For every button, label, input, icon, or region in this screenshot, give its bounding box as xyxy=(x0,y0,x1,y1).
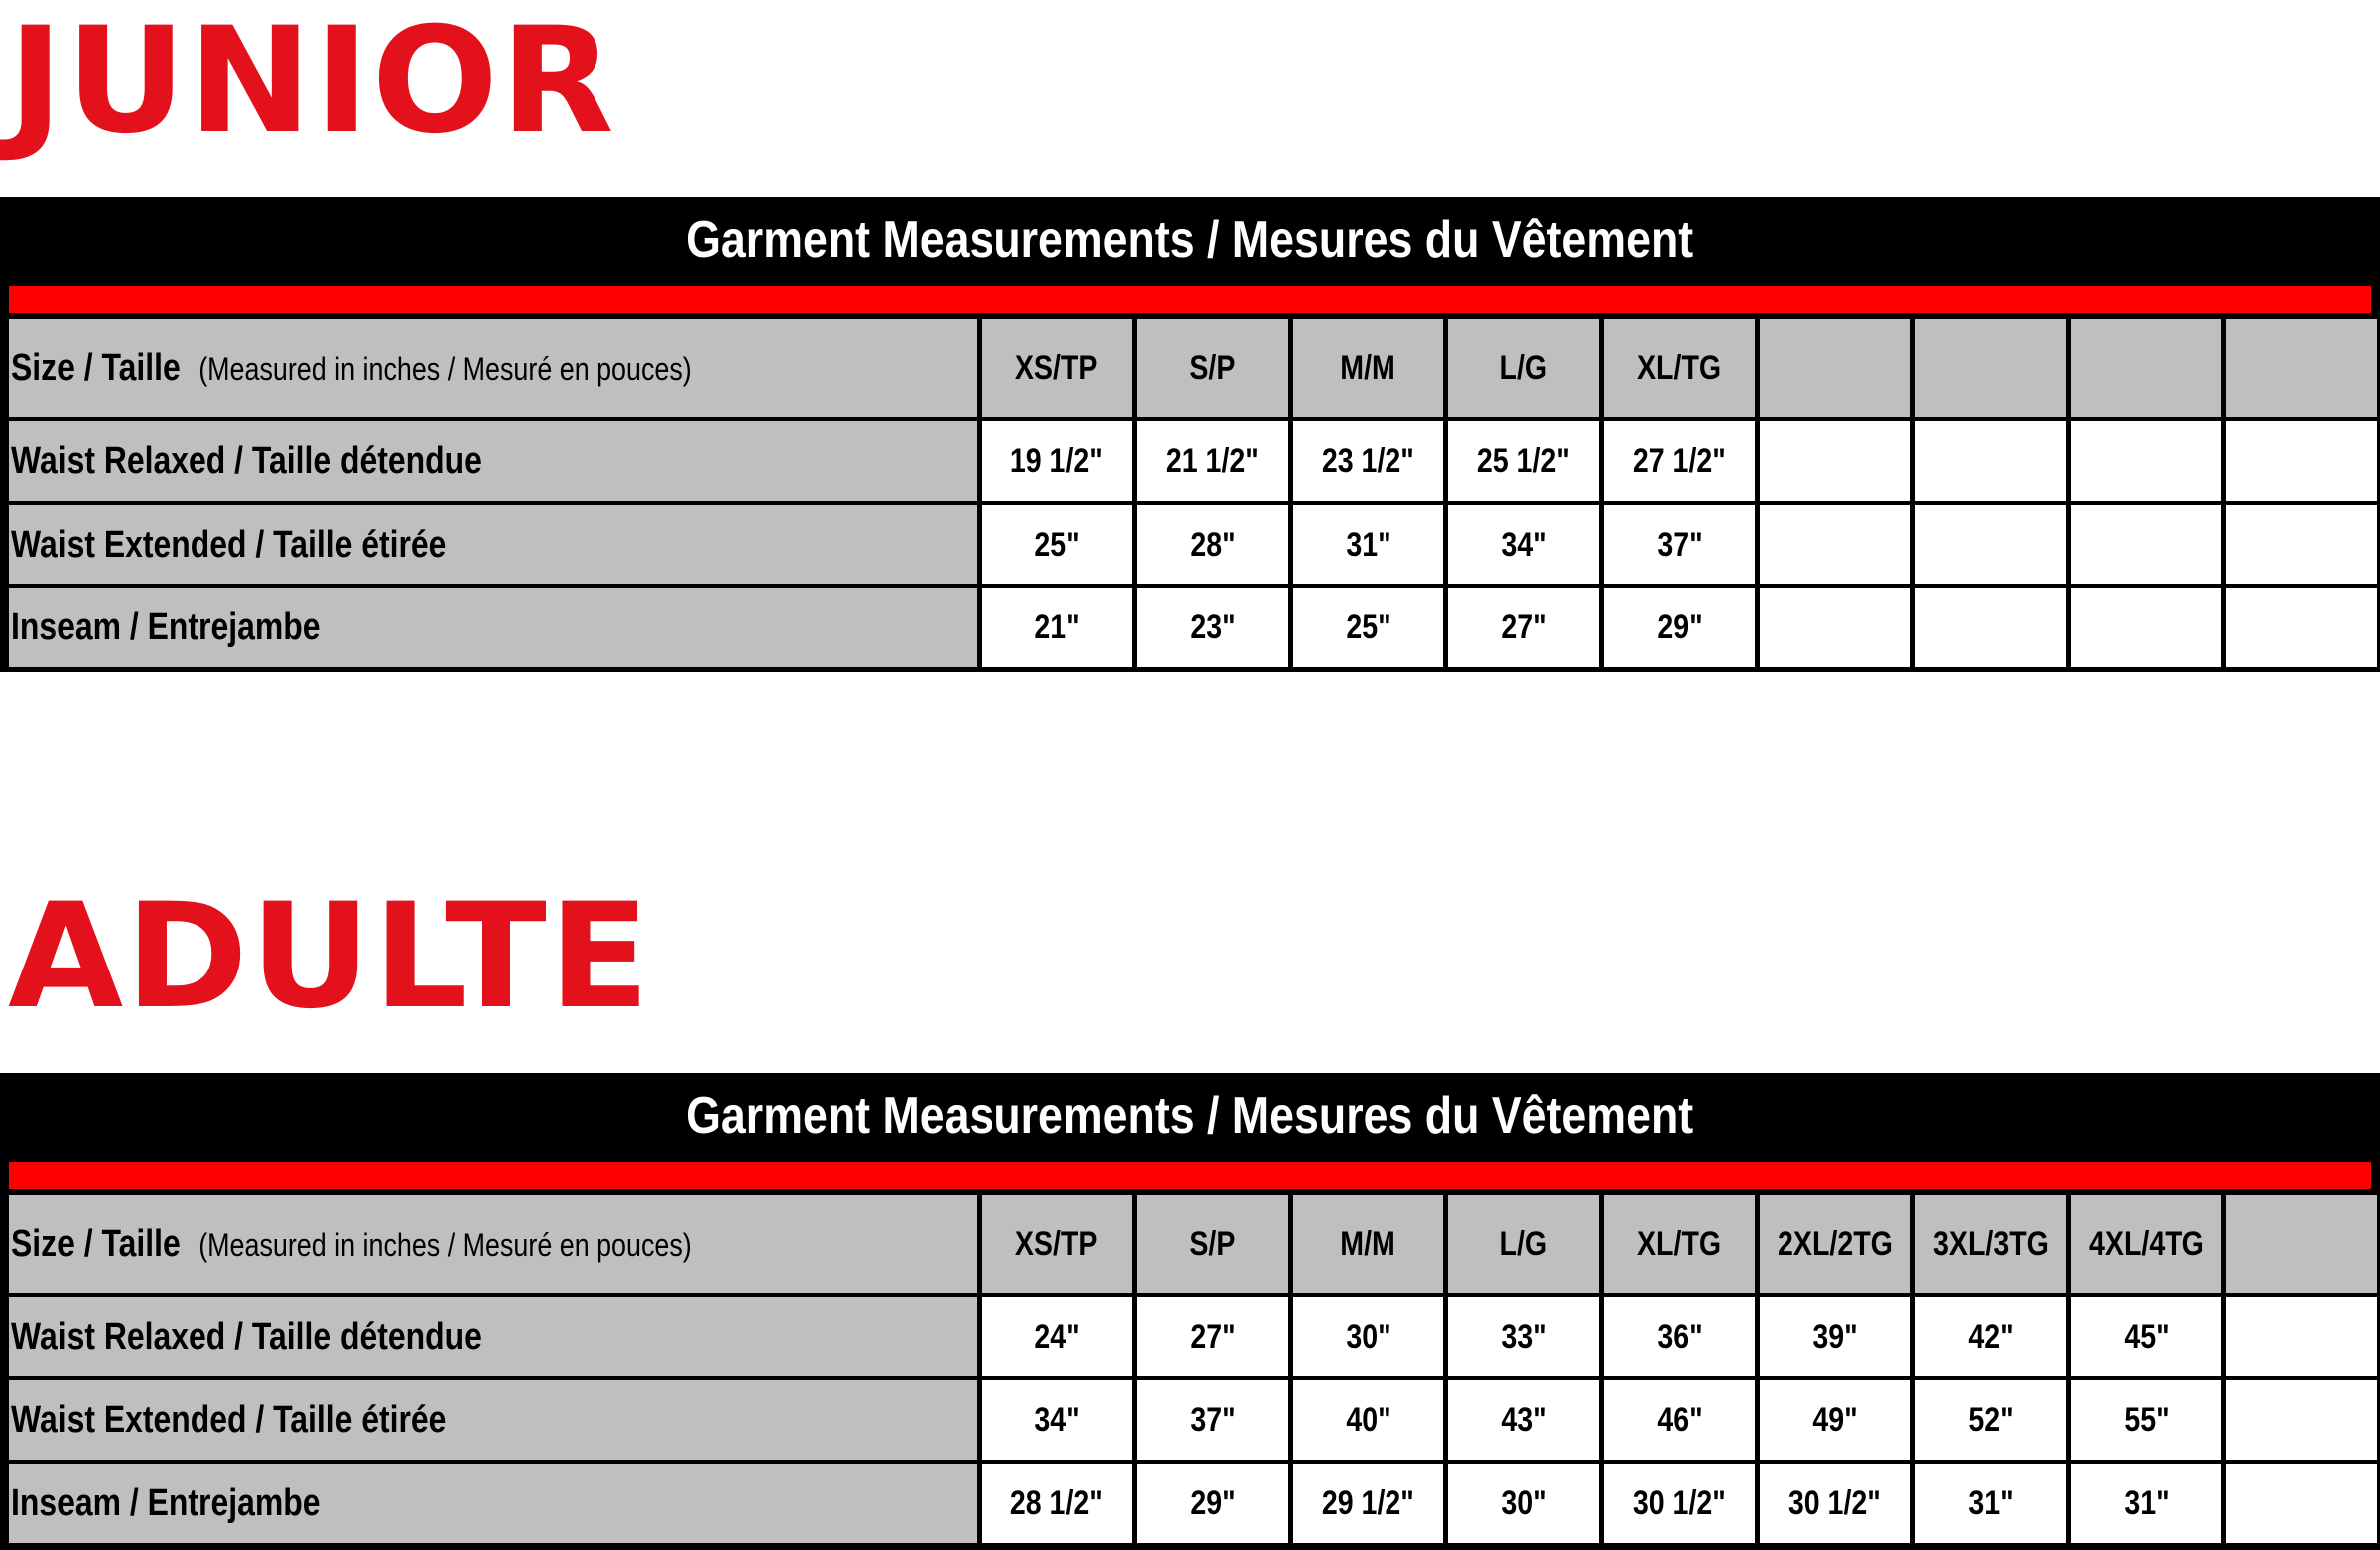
junior-measurement-cell-text: 21" xyxy=(1033,608,1080,646)
junior-measurement-cell-text: 25" xyxy=(1345,608,1391,646)
adulte-size-header-text: XL/TG xyxy=(1637,1224,1722,1263)
adulte-size-header xyxy=(1448,1195,1599,1293)
adulte-measurement-cell xyxy=(1915,1464,2066,1543)
adulte-measurement-cell xyxy=(2071,1297,2221,1376)
junior-measurement-cell-text: 27 1/2" xyxy=(1633,441,1726,480)
adulte-measurement-cell-text: 24" xyxy=(1033,1317,1080,1356)
adulte-measurement-cell-text: 30" xyxy=(1500,1484,1547,1522)
adulte-measurement-cell xyxy=(2071,1380,2221,1460)
junior-size-header xyxy=(1137,319,1288,417)
adulte-measurement-cell xyxy=(1293,1464,1443,1543)
junior-measurement-cell xyxy=(1293,588,1443,667)
adulte-measurement-cell-text: 27" xyxy=(1189,1317,1236,1356)
junior-measurement-cell xyxy=(1137,421,1288,501)
junior-measurement-cell-text: 28" xyxy=(1189,525,1236,564)
adulte-measurement-cell-text: 30 1/2" xyxy=(1788,1484,1881,1522)
junior-size-header-text: S/P xyxy=(1189,348,1236,387)
adulte-row-label xyxy=(9,1297,977,1376)
junior-measurement-cell xyxy=(1604,588,1755,667)
adulte-measurement-cell-text: 37" xyxy=(1189,1400,1236,1439)
junior-measurement-cell xyxy=(1137,588,1288,667)
junior-size-label-cell xyxy=(9,319,977,417)
adulte-measurement-cell xyxy=(1604,1297,1755,1376)
adulte-measurement-cell-text: 43" xyxy=(1500,1400,1547,1439)
junior-measurement-cell-text: 37" xyxy=(1656,525,1703,564)
junior-measurement-cell xyxy=(2071,505,2221,584)
junior-measurement-cell-text: 29" xyxy=(1656,608,1703,646)
adulte-measurement-cell xyxy=(1293,1297,1443,1376)
junior-size-header xyxy=(1604,319,1755,417)
junior-size-label-wrap xyxy=(11,347,692,390)
adulte-measurement-cell xyxy=(1137,1297,1288,1376)
junior-measurement-cell xyxy=(1293,505,1443,584)
adulte-measurement-cell xyxy=(982,1380,1132,1460)
junior-measurement-cell xyxy=(1448,421,1599,501)
adulte-measurement-cell xyxy=(982,1297,1132,1376)
adulte-measurement-cell xyxy=(1760,1297,1910,1376)
adulte-measurement-cell-text: 33" xyxy=(1500,1317,1547,1356)
junior-measurement-cell xyxy=(1604,421,1755,501)
junior-red-band xyxy=(9,286,2371,313)
junior-measurement-cell xyxy=(1760,421,1910,501)
adulte-measurement-cell xyxy=(1604,1380,1755,1460)
junior-row-label-text: Waist Extended / Taille étirée xyxy=(11,523,447,566)
junior-measurement-cell-text: 34" xyxy=(1500,525,1547,564)
junior-measurement-cell xyxy=(1915,421,2066,501)
adulte-size-header xyxy=(1604,1195,1755,1293)
junior-size-label: Size / Taille xyxy=(11,346,181,389)
junior-measurement-cell-text: 23" xyxy=(1189,608,1236,646)
junior-size-header-text: L/G xyxy=(1499,348,1548,387)
junior-row-label xyxy=(9,505,977,584)
adulte-measurement-cell-text: 30 1/2" xyxy=(1633,1484,1726,1522)
junior-size-chart xyxy=(0,197,2380,672)
junior-measurement-cell xyxy=(1137,505,1288,584)
junior-measurement-cell xyxy=(1760,588,1910,667)
adulte-measurement-cell-text: 49" xyxy=(1811,1400,1858,1439)
junior-measurement-cell xyxy=(982,505,1132,584)
adulte-red-band xyxy=(9,1162,2371,1189)
adulte-size-header-text: 4XL/4TG xyxy=(2088,1224,2204,1263)
junior-measurement-cell xyxy=(1915,588,2066,667)
adulte-measurement-cell-text: 39" xyxy=(1811,1317,1858,1356)
adulte-measurement-cell-text: 29" xyxy=(1189,1484,1236,1522)
junior-unit-note: (Measured in inches / Mesuré en pouces) xyxy=(198,350,692,387)
adulte-size-header xyxy=(982,1195,1132,1293)
adulte-measurement-cell-text: 52" xyxy=(1967,1400,2014,1439)
adulte-measurement-cell xyxy=(1293,1380,1443,1460)
junior-measurement-cell xyxy=(1915,505,2066,584)
adulte-measurement-cell xyxy=(1760,1464,1910,1543)
junior-row-label-text: Inseam / Entrejambe xyxy=(11,606,321,648)
adulte-measurement-cell-text: 55" xyxy=(2123,1400,2170,1439)
adulte-measurement-cell-text: 29 1/2" xyxy=(1322,1484,1414,1522)
adulte-size-label-cell xyxy=(9,1195,977,1293)
junior-measurement-cell xyxy=(1604,505,1755,584)
adulte-size-chart xyxy=(0,1073,2380,1550)
adulte-size-label: Size / Taille xyxy=(11,1222,181,1265)
junior-chart-header-text: Garment Measurements / Mesures du Vêtement xyxy=(686,211,1694,269)
adulte-measurement-cell-text: 45" xyxy=(2123,1317,2170,1356)
adulte-measurement-cell-text: 36" xyxy=(1656,1317,1703,1356)
adulte-measurement-cell xyxy=(1604,1464,1755,1543)
junior-size-header xyxy=(1448,319,1599,417)
junior-measurement-cell-text: 21 1/2" xyxy=(1166,441,1259,480)
junior-section-title: JUNIOR xyxy=(8,0,616,166)
junior-size-header-text: XS/TP xyxy=(1015,348,1098,387)
adulte-row-label-text: Waist Relaxed / Taille détendue xyxy=(11,1315,482,1357)
junior-measurement-cell xyxy=(1448,505,1599,584)
junior-measurement-cell xyxy=(1293,421,1443,501)
adulte-size-header-text: M/M xyxy=(1340,1224,1396,1263)
adulte-measurement-grid xyxy=(9,1195,2377,1543)
adulte-measurement-cell-text: 46" xyxy=(1656,1400,1703,1439)
junior-measurement-cell xyxy=(2071,421,2221,501)
adulte-size-header xyxy=(1137,1195,1288,1293)
adulte-measurement-cell xyxy=(2071,1464,2221,1543)
adulte-measurement-cell xyxy=(1760,1380,1910,1460)
junior-size-header xyxy=(2226,319,2377,417)
junior-size-header-text: XL/TG xyxy=(1637,348,1722,387)
adulte-measurement-cell-text: 34" xyxy=(1033,1400,1080,1439)
adulte-size-header xyxy=(1760,1195,1910,1293)
adulte-row-label xyxy=(9,1380,977,1460)
junior-measurement-cell xyxy=(2226,421,2377,501)
junior-measurement-cell xyxy=(982,421,1132,501)
adulte-row-label-text: Waist Extended / Taille étirée xyxy=(11,1398,447,1441)
adulte-measurement-cell xyxy=(1137,1464,1288,1543)
junior-measurement-cell xyxy=(2226,588,2377,667)
adulte-size-header xyxy=(2071,1195,2221,1293)
junior-size-header xyxy=(1915,319,2066,417)
adulte-size-header-text: 2XL/2TG xyxy=(1777,1224,1893,1263)
adulte-measurement-cell xyxy=(2226,1380,2377,1460)
adulte-row-label xyxy=(9,1464,977,1543)
junior-row-label-text: Waist Relaxed / Taille détendue xyxy=(11,439,482,482)
adulte-size-label-wrap xyxy=(11,1223,692,1266)
adulte-size-header-text: XS/TP xyxy=(1015,1224,1098,1263)
adulte-size-header xyxy=(1293,1195,1443,1293)
adulte-measurement-cell-text: 31" xyxy=(2123,1484,2170,1522)
adulte-measurement-cell-text: 30" xyxy=(1345,1317,1391,1356)
junior-measurement-cell-text: 19 1/2" xyxy=(1010,441,1103,480)
adulte-row-label-text: Inseam / Entrejambe xyxy=(11,1482,321,1524)
junior-measurement-cell xyxy=(2071,588,2221,667)
adulte-measurement-cell-text: 31" xyxy=(1967,1484,2014,1522)
junior-measurement-cell xyxy=(982,588,1132,667)
junior-measurement-cell xyxy=(1448,588,1599,667)
adulte-measurement-cell xyxy=(2226,1464,2377,1543)
junior-measurement-cell-text: 27" xyxy=(1500,608,1547,646)
junior-measurement-cell-text: 25 1/2" xyxy=(1477,441,1570,480)
adulte-chart-header-text: Garment Measurements / Mesures du Vêtement xyxy=(686,1087,1694,1145)
adulte-measurement-cell-text: 28 1/2" xyxy=(1010,1484,1103,1522)
adulte-size-header xyxy=(2226,1195,2377,1293)
adulte-measurement-cell-text: 40" xyxy=(1345,1400,1391,1439)
junior-size-header xyxy=(1760,319,1910,417)
adulte-size-header-text: 3XL/3TG xyxy=(1932,1224,2049,1263)
junior-row-label xyxy=(9,588,977,667)
adulte-unit-note: (Measured in inches / Mesuré en pouces) xyxy=(198,1226,692,1263)
junior-measurement-cell-text: 23 1/2" xyxy=(1322,441,1414,480)
adulte-measurement-cell xyxy=(2226,1297,2377,1376)
junior-measurement-cell-text: 25" xyxy=(1033,525,1080,564)
adulte-measurement-cell xyxy=(1915,1297,2066,1376)
junior-measurement-cell xyxy=(2226,505,2377,584)
adulte-measurement-cell-text: 42" xyxy=(1967,1317,2014,1356)
adulte-size-header xyxy=(1915,1195,2066,1293)
junior-size-header xyxy=(2071,319,2221,417)
adulte-size-header-text: S/P xyxy=(1189,1224,1236,1263)
adulte-measurement-cell xyxy=(1915,1380,2066,1460)
junior-size-header-text: M/M xyxy=(1340,348,1396,387)
adulte-measurement-cell xyxy=(1448,1297,1599,1376)
adulte-size-header-text: L/G xyxy=(1499,1224,1548,1263)
junior-measurement-cell-text: 31" xyxy=(1345,525,1391,564)
adulte-measurement-cell xyxy=(1448,1380,1599,1460)
adulte-section-title: ADULTE xyxy=(8,872,652,1041)
adulte-chart-header xyxy=(0,1073,2380,1159)
adulte-measurement-cell xyxy=(1137,1380,1288,1460)
junior-measurement-cell xyxy=(1760,505,1910,584)
junior-measurement-grid xyxy=(9,319,2377,667)
adulte-measurement-cell xyxy=(1448,1464,1599,1543)
junior-chart-header xyxy=(0,197,2380,283)
junior-row-label xyxy=(9,421,977,501)
junior-size-header xyxy=(1293,319,1443,417)
junior-size-header xyxy=(982,319,1132,417)
adulte-measurement-cell xyxy=(982,1464,1132,1543)
